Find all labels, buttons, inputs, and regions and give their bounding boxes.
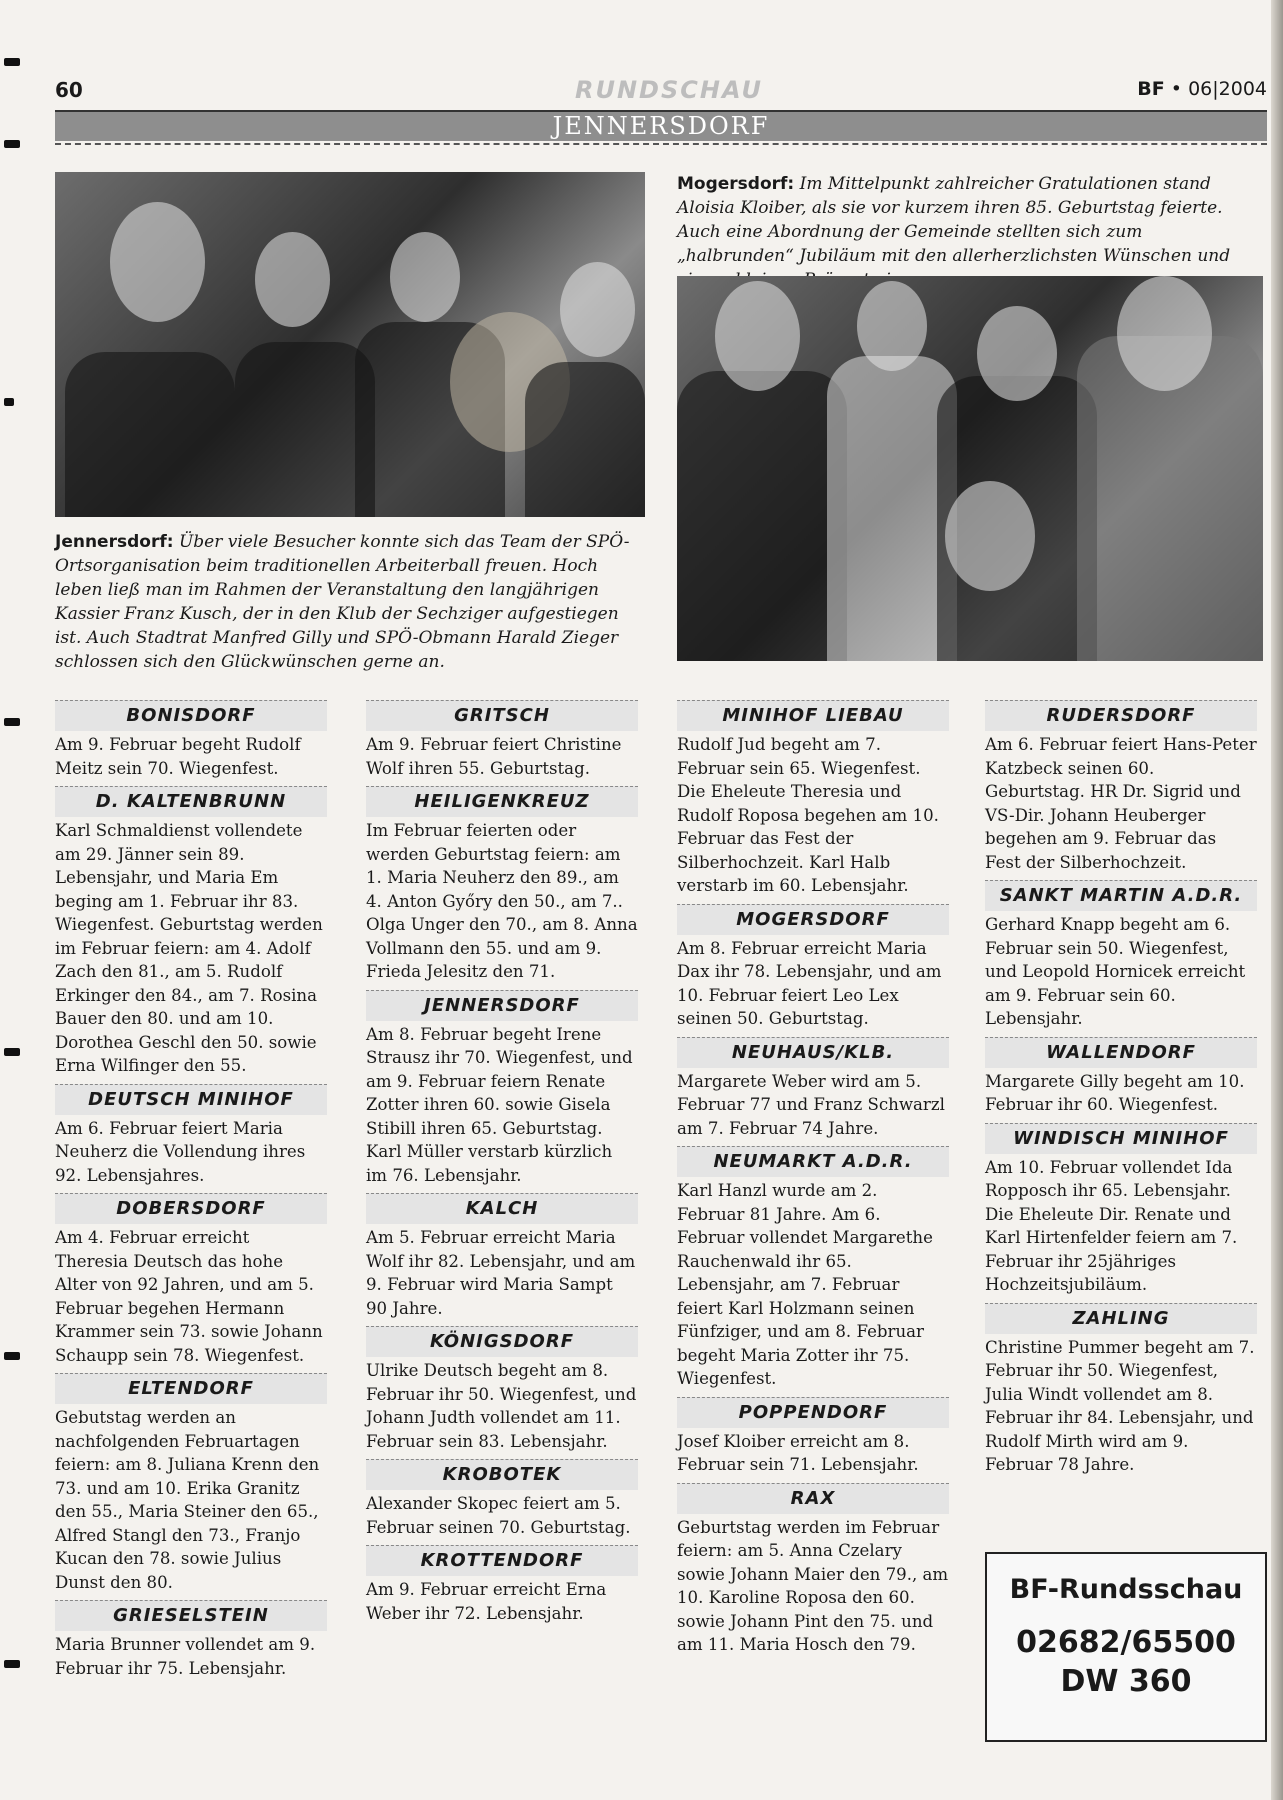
page-number: 60 (55, 78, 83, 102)
scan-mark (4, 398, 14, 406)
locality-section (55, 1373, 327, 1594)
locality-section (677, 1483, 949, 1657)
locality-section (366, 1326, 638, 1453)
locality-heading: RUDERSDORF (985, 700, 1257, 731)
caption-text: Im Mittelpunkt zahlreicher Gratulationen stand Aloisia Kloiber, als sie vor kurzem ihren 85. Geburtstag feierte. Auch eine Abordnung der Gemeinde stellten sich zum „halbrunden“ Jubiläum mit den allerherzlichsten Wünschen und (677, 174, 1231, 266)
locality-text: Christine Pummer begeht am 7. Februar ihr 50. Wiegenfest, Julia Windt vollendet am 8. Februar ihr 84. Lebensjahr, und Rudolf Mirth wird am 9. Februar 78 Jahre. (985, 1337, 1255, 1474)
contact-extension: DW 360 (1060, 1664, 1192, 1699)
locality-section (366, 990, 638, 1188)
locality-section (985, 1123, 1257, 1297)
contact-phone: 02682/65500 (1016, 1625, 1236, 1660)
locality-text: Ulrike Deutsch begeht am 8. Februar ihr 50. Wiegenfest, und Johann Judth vollendet am 11. Februar sein 83. Lebensjahr. (366, 1361, 637, 1451)
contact-title: BF-Rundsschau (1009, 1574, 1243, 1605)
page-edge (1271, 0, 1283, 1800)
column-1 (55, 700, 327, 1686)
photo-mogersdorf (677, 276, 1263, 661)
locality-section (366, 1193, 638, 1320)
locality-text: Gebutstag werden an nachfolgenden Februartagen feiern: am 8. Juliana Krenn den 73. und am 10. Erika Granitz den 55., Maria Steiner den 65., Alfred Stangl den 73., Franjo Kucan den 78. sowie Julius Dunst den 80. (55, 1408, 320, 1592)
locality-text: Alexander Skopec feiert am 5. Februar seinen 70. Geburtstag. (366, 1494, 631, 1537)
locality-text: Im Februar feierten oder werden Geburtstag feiern: am 1. Maria Neuherz den 89., am 4. Anton Győry den 50., am 7.. Olga Unger den 70., am 8. Anna Vollmann den 55. und am 9. Frieda Jelesitz den 71. (366, 821, 638, 981)
locality-heading: ELTENDORF (55, 1373, 327, 1404)
locality-section (55, 1084, 327, 1188)
scan-mark (4, 1048, 20, 1056)
locality-text: Am 10. Februar vollendet Ida Ropposch ihr 65. Lebensjahr. Die Eheleute Dir. Renate und Karl Hirtenfelder feiern am 7. Februar ihr 25jähriges Hochzeitsjubiläum. (985, 1157, 1238, 1294)
scan-mark (4, 58, 20, 66)
scan-mark (4, 140, 20, 148)
locality-section (677, 1146, 949, 1391)
page-header (55, 74, 1267, 104)
column-4 (985, 700, 1257, 1483)
locality-section (985, 1303, 1257, 1477)
locality-section (55, 1193, 327, 1367)
scan-mark (4, 1660, 20, 1668)
locality-text: Karl Hanzl wurde am 2. Februar 81 Jahre. Am 6. Februar vollendet Margarethe Rauchenwald ihr 65. Lebensjahr, am 7. Februar feiert Karl Holzmann seinen Fünfziger, und am 8. Februar begeht Maria Zotter ihr 75. Wiegenfest. (677, 1181, 933, 1388)
column-2 (366, 700, 638, 1631)
locality-section (55, 1600, 327, 1680)
locality-text: Am 4. Februar erreicht Theresia Deutsch das hohe Alter von 92 Jahren, und am 5. Februar begehen Hermann Krammer sein 73. sowie Johann Schaupp sein 78. Wiegenfest. (55, 1228, 323, 1365)
locality-section (55, 786, 327, 1078)
caption-mogersdorf (677, 172, 1249, 292)
locality-heading: WALLENDORF (985, 1037, 1257, 1068)
locality-heading: ZAHLING (985, 1303, 1257, 1334)
contact-box (985, 1552, 1267, 1742)
locality-text: Geburtstag werden im Februar feiern: am 5. Anna Czelary sowie Johann Maier den 79., am 10. Karoline Roposa den 60. sowie Johann Pint den 75. und am 11. Maria Hosch den 79. (677, 1517, 949, 1654)
locality-text: Maria Brunner vollendet am 9. Februar ihr 75. Lebensjahr. (55, 1635, 316, 1678)
locality-section (677, 1397, 949, 1477)
caption-jennersdorf (55, 530, 640, 674)
locality-text: Margarete Gilly begeht am 10. Februar ihr 60. Wiegenfest. (985, 1071, 1245, 1114)
locality-text: Am 8. Februar erreicht Maria Dax ihr 78. Lebensjahr, und am 10. Februar feiert Leo Lex seinen 50. Geburtstag. (677, 938, 942, 1028)
section-band (55, 110, 1267, 141)
issue-separator: • (1170, 78, 1183, 100)
locality-text: Karl Schmaldienst vollendete am 29. Jänner sein 89. Lebensjahr, und Maria Em beging am 1. Februar ihr 83. Wiegenfest. Geburtstag werden im Februar feiern: am 4. Adolf Zach den 81., am 5. Rudolf Erkinger den 84., am 7. Rosina Bauer den 80. und am 10. Dorothea Geschl den 50. sowie Erna Wilfinger den 55. (55, 821, 323, 1075)
locality-heading: MINIHOF LIEBAU (677, 700, 949, 731)
scan-mark (4, 718, 20, 726)
locality-heading: SANKT MARTIN A.D.R. (985, 880, 1257, 911)
locality-heading: D. KALTENBRUNN (55, 786, 327, 817)
locality-section (985, 1037, 1257, 1117)
locality-section (366, 1545, 638, 1625)
locality-heading: KÖNIGSDORF (366, 1326, 638, 1357)
locality-section (366, 1459, 638, 1539)
locality-text: Am 6. Februar feiert Hans-Peter Katzbeck seinen 60. Geburtstag. HR Dr. Sigrid und VS-Dir. Johann Heuberger begehen am 9. Februar das Fest der Silberhochzeit. (985, 735, 1257, 872)
caption-text: Über viele Besucher konnte sich das Team der SPÖ-Ortsorganisation beim traditionellen Arbeiterball freuen. Hoch leben ließ man im Rahmen der Veranstaltung den langjährigen Kassier Franz Kusch, der in den Klub der Sechziger aufgestiegen ist. Auch Stadtrat Manfred Gilly und SPÖ-Obmann Harald Zieger schlossen sich den Glückwünschen gerne an. (55, 532, 630, 672)
locality-heading: KROBOTEK (366, 1459, 638, 1490)
locality-heading: MOGERSDORF (677, 904, 949, 935)
locality-heading: HEILIGENKREUZ (366, 786, 638, 817)
locality-text: Josef Kloiber erreicht am 8. Februar sein 71. Lebensjahr. (677, 1431, 919, 1474)
locality-text: Am 6. Februar feiert Maria Neuherz die Vollendung ihres 92. Lebensjahres. (55, 1118, 306, 1185)
locality-text: Gerhard Knapp begeht am 6. Februar sein 50. Wiegenfest, und Leopold Hornicek erreicht am 9. Februar sein 60. Lebensjahr. (985, 915, 1246, 1028)
locality-heading: JENNERSDORF (366, 990, 638, 1021)
caption-place: Mogersdorf: (677, 174, 795, 194)
locality-section (366, 786, 638, 984)
locality-text: Rudolf Jud begeht am 7. Februar sein 65. Wiegenfest. Die Eheleute Theresia und Rudolf Roposa begehen am 10. Februar das Fest der Silberhochzeit. Karl Halb verstarb im 60. Lebensjahr. (677, 735, 939, 895)
locality-heading: KALCH (366, 1193, 638, 1224)
magazine-title: RUNDSCHAU (575, 76, 763, 104)
locality-section (677, 700, 949, 898)
issue-label (1137, 78, 1267, 100)
locality-text: Am 9. Februar feiert Christine Wolf ihren 55. Geburtstag. (366, 735, 622, 778)
locality-text: Am 9. Februar begeht Rudolf Meitz sein 70. Wiegenfest. (55, 735, 301, 778)
locality-section (677, 1037, 949, 1141)
locality-heading: DEUTSCH MINIHOF (55, 1084, 327, 1115)
locality-section (985, 880, 1257, 1031)
column-3 (677, 700, 949, 1663)
issue-number: 06|2004 (1188, 78, 1267, 100)
locality-heading: WINDISCH MINIHOF (985, 1123, 1257, 1154)
locality-section (55, 700, 327, 780)
locality-heading: NEUMARKT A.D.R. (677, 1146, 949, 1177)
locality-heading: RAX (677, 1483, 949, 1514)
locality-section (677, 904, 949, 1031)
section-divider (55, 143, 1267, 145)
locality-text: Am 9. Februar erreicht Erna Weber ihr 72. Lebensjahr. (366, 1580, 607, 1623)
locality-heading: POPPENDORF (677, 1397, 949, 1428)
locality-text: Margarete Weber wird am 5. Februar 77 und Franz Schwarzl am 7. Februar 74 Jahre. (677, 1071, 945, 1138)
caption-place: Jennersdorf: (55, 532, 174, 552)
issue-prefix: BF (1137, 78, 1165, 100)
locality-heading: GRITSCH (366, 700, 638, 731)
locality-section (366, 700, 638, 780)
locality-heading: KROTTENDORF (366, 1545, 638, 1576)
scan-mark (4, 1352, 20, 1360)
locality-heading: BONISDORF (55, 700, 327, 731)
locality-heading: DOBERSDORF (55, 1193, 327, 1224)
locality-heading: GRIESELSTEIN (55, 1600, 327, 1631)
photo-jennersdorf (55, 172, 645, 517)
locality-text: Am 8. Februar begeht Irene Strausz ihr 70. Wiegenfest, und am 9. Februar feiern Renate Zotter ihren 60. sowie Gisela Stibill ihren 65. Geburtstag. Karl Müller verstarb kürzlich im 76. Lebensjahr. (366, 1024, 633, 1185)
locality-heading: NEUHAUS/KLB. (677, 1037, 949, 1068)
section-title: JENNERSDORF (552, 112, 770, 140)
locality-section (985, 700, 1257, 874)
locality-text: Am 5. Februar erreicht Maria Wolf ihr 82. Lebensjahr, und am 9. Februar wird Maria Sampt 90 Jahre. (366, 1228, 636, 1318)
